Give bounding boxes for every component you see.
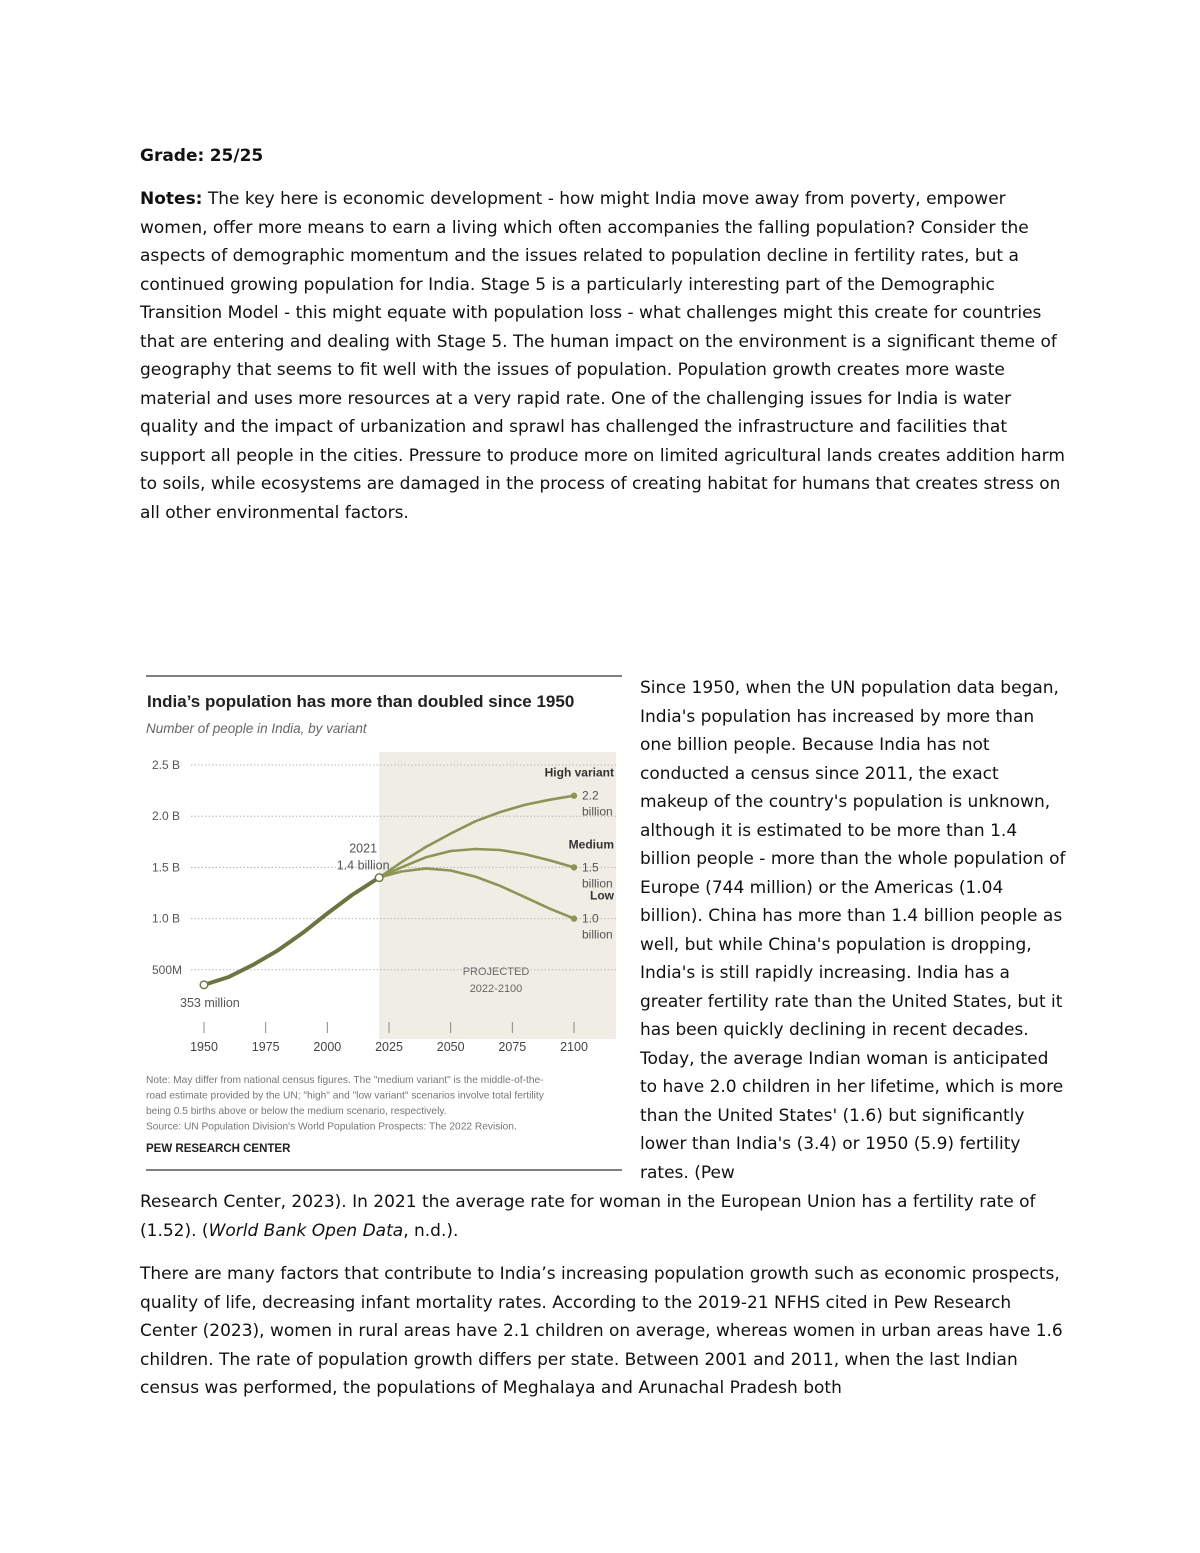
series-end-value-label: billion xyxy=(582,804,613,819)
y-tick-label: 2.5 B xyxy=(152,758,181,772)
x-tick-label: 2050 xyxy=(436,1040,465,1054)
grade-value: 25/25 xyxy=(209,146,264,166)
figure-note-line: road estimate provided by the UN; "high" and "low variant" scenarios involve total fertility xyxy=(146,1090,544,1102)
y-tick-label: 1.5 B xyxy=(152,860,181,875)
factors-paragraph: There are many factors that contribute to India’s increasing population growth such as economic prospects, quality of life, decreasing infant mortality rates. According to the 2019-21 NFHS cited in Pew Research Center (2023), women in rural areas have 2.1 children on average, whereas women in urban areas have 1.6 children. The rate of population growth differs per state. Between 2001 and 2011, when the last Indian census was performed, the populations of Meghalaya and Arunachal Pradesh both xyxy=(140,1264,1063,1398)
side-paragraph: Since 1950, when the UN population data began, India's population has increased by more than one billion people. Because India has not conducted a census since 2011, the exact makeup of the country's population is unknown, although it is estimated to be more than 1.4 billion people - more than the whole population of Europe (744 million) or the Americas (1.04 billion). China has more than 1.4 billion people as well, but while China's population is dropping, India's is still rapidly increasing. India has a greater fertility rate than the United States, but it has been quickly declining in recent decades. Today, the average Indian woman is anticipated to have 2.0 children in her lifetime, which is more than the United States' (1.6) but significantly lower than India's (3.4) or 1950 (5.9) fertility rates. (Pew xyxy=(640,678,1066,1183)
notes-paragraph xyxy=(140,185,1070,527)
projected-label: 2022-2100 xyxy=(469,983,523,995)
series-end-value-label: billion xyxy=(582,927,613,942)
population-chart xyxy=(140,672,626,1174)
x-tick-label: 2100 xyxy=(560,1040,588,1054)
projected-region xyxy=(379,752,616,1039)
notes-text: The key here is economic development - how might India move away from poverty, empower women, offer more means to earn a living which often accompanies the falling population? Consider the aspects of demographic momentum and the issues related to population decline in fertility rates, but a continued growing population for India. Stage 5 is a particularly interesting part of the Demographic Transition Model - this might equate with population loss - what challenges might this create for countries that are entering and dealing with Stage 5. The human impact on the environment is a significant theme of geography that seems to fit well with the issues of population. Population growth creates more waste material and uses more resources at a very rapid rate. One of the challenging issues for India is water quality and the impact of urbanization and sprawl has challenged the infrastructure and facilities that support all people in the cities. Pressure to produce more on limited agricultural lands creates addition harm to soils, while ecosystems are damaged in the process of creating habitat for humans that creates stress on all other environmental factors. xyxy=(140,189,1065,523)
grade-line xyxy=(140,142,263,171)
x-tick-label: 1975 xyxy=(251,1040,280,1054)
series-end-value-label: billion xyxy=(582,876,613,891)
citation-title: World Bank Open Data xyxy=(208,1220,404,1241)
series-name-label: Medium xyxy=(568,837,614,852)
series-end-value-label: 1.0 xyxy=(582,911,599,926)
x-tick-label: 2025 xyxy=(375,1040,403,1054)
projected-label: PROJECTED xyxy=(462,966,530,978)
grade-label: Grade: xyxy=(140,146,205,166)
series-name-label: Low xyxy=(590,888,614,903)
x-tick-label: 2075 xyxy=(498,1040,527,1054)
series-line-historical xyxy=(204,878,379,985)
series-name-label: High variant xyxy=(544,765,614,780)
y-tick-label: 1.0 B xyxy=(152,911,181,926)
series-end-point xyxy=(571,864,577,870)
y-tick-label: 500M xyxy=(152,962,183,977)
source-organization: PEW RESEARCH CENTER xyxy=(146,1143,291,1155)
series-end-point xyxy=(571,915,577,921)
start-value-label: 353 million xyxy=(180,995,240,1010)
chart-subtitle: Number of people in India, by variant xyxy=(146,721,367,736)
population-figure xyxy=(140,672,626,1174)
chart-title: India’s population has more than doubled since 1950 xyxy=(147,692,575,711)
continuation-text-a: Research Center, 2023). In 2021 the average rate for woman in the European Union has a fertility rate of (1.52). ( xyxy=(140,1192,1036,1241)
figure-note-line: being 0.5 births above or below the medium scenario, respectively. xyxy=(146,1106,447,1117)
series-end-value-label: 2.2 xyxy=(582,788,599,803)
start-point-marker xyxy=(200,981,208,989)
series-end-point xyxy=(571,793,577,799)
figure-note-line: Note: May differ from national census figures. The "medium variant" is the middle-of-the- xyxy=(146,1075,544,1086)
current-point-marker xyxy=(375,874,383,882)
notes-label: Notes: xyxy=(140,189,203,209)
x-tick-label: 1950 xyxy=(190,1040,218,1054)
continuation-paragraph xyxy=(140,1188,1070,1245)
x-tick-label: 2000 xyxy=(313,1040,342,1054)
continuation-text-b: , n.d.). xyxy=(403,1220,459,1241)
y-tick-label: 2.0 B xyxy=(152,809,181,824)
current-value-label: 2021 xyxy=(349,841,378,856)
current-value-label: 1.4 billion xyxy=(336,858,390,873)
figure-note-line: Source: UN Population Division's World Population Prospects: The 2022 Revision. xyxy=(146,1121,517,1133)
series-end-value-label: 1.5 xyxy=(582,860,599,875)
